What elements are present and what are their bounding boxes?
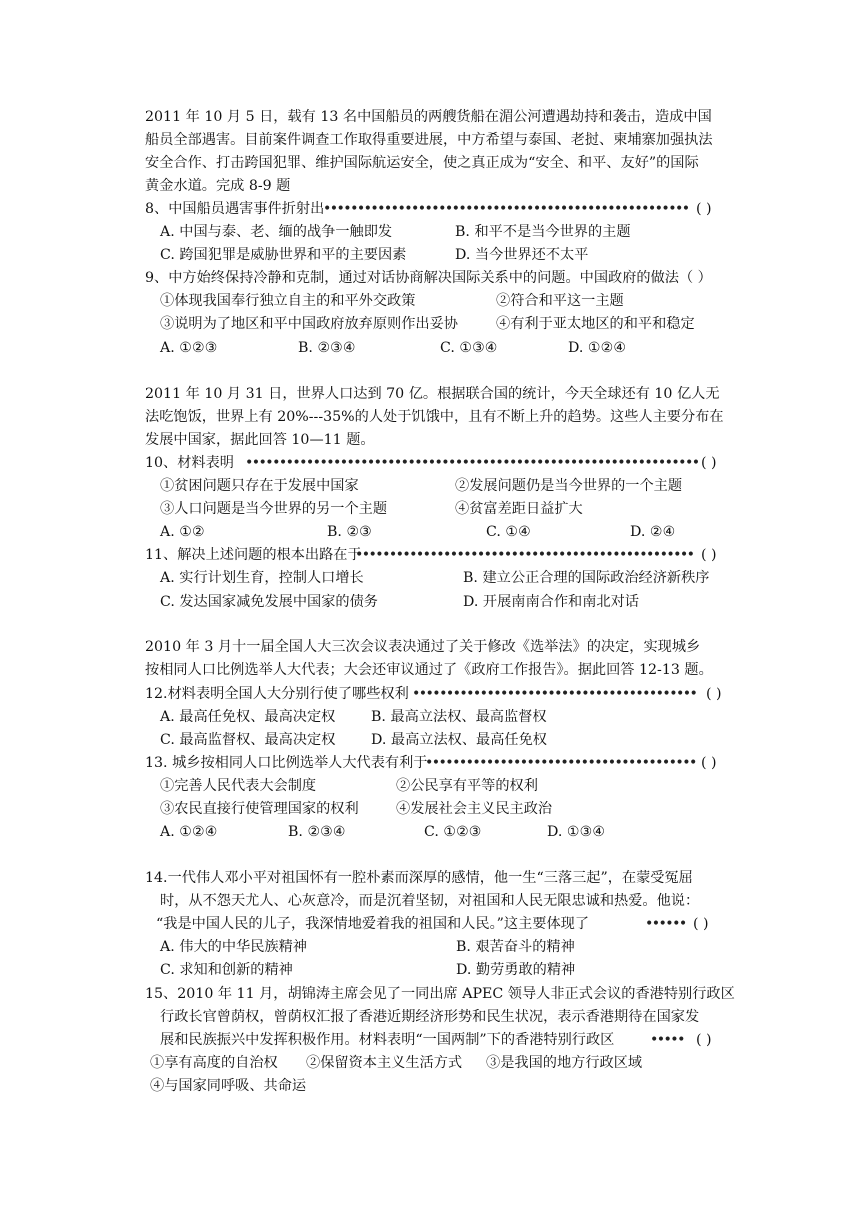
option-c: C. 求知和创新的精神 bbox=[160, 962, 293, 978]
option-d: D. 当今世界还不太平 bbox=[455, 247, 589, 263]
material-3-line: 按相同人口比例选举人大代表；大会还审议通过了《政府工作报告》。据此回答 12-13 题。 bbox=[145, 662, 713, 678]
option-b: B. ②③ bbox=[327, 524, 372, 540]
statement-3: ③说明为了地区和平中国政府放弃原则作出妥协 bbox=[160, 316, 458, 332]
statement-1: ①享有高度的自治权 bbox=[150, 1055, 278, 1071]
statement-4: ④有利于亚太地区的和平和稳定 bbox=[496, 316, 695, 332]
question-line: 展和民族振兴中发挥积极作用。材料表明“一国两制”下的香港特别行政区 bbox=[160, 1032, 615, 1048]
option-b: B. 最高立法权、最高监督权 bbox=[371, 709, 547, 725]
statement-3: ③农民直接行使管理国家的权利 bbox=[160, 801, 359, 817]
material-2-line: 发展中国家，据此回答 10—11 题。 bbox=[145, 432, 375, 448]
leader-dots: •••••••••••••••••••••••••••••••••••••••••• bbox=[412, 686, 697, 702]
option-a: A. ①② bbox=[160, 524, 205, 540]
statement-2: ②符合和平这一主题 bbox=[496, 293, 624, 309]
question-line: “我是中国人民的儿子，我深情地爱着我的祖国和人民。”这主要体现了 bbox=[156, 916, 590, 932]
option-b: B. 建立公正合理的国际政治经济新秩序 bbox=[463, 570, 710, 586]
answer-blank[interactable]: ( ) bbox=[701, 547, 717, 563]
leader-dots: •••••• bbox=[645, 916, 686, 932]
question-stem: 9、中方始终保持冷静和克制，通过对话协商解决国际关系中的问题。中国政府的做法（ ） bbox=[145, 270, 712, 286]
answer-blank[interactable]: ( ) bbox=[696, 1032, 712, 1048]
material-2-line: 2011 年 10 月 31 日，世界人口达到 70 亿。根据联合国的统计，今天全球还有 10 亿人无 bbox=[145, 386, 720, 402]
question-line: 时，从不怨天尤人、心灰意冷，而是沉着坚韧，对祖国和人民无限忠诚和热爱。他说： bbox=[160, 893, 700, 909]
option-a: A. 实行计划生育，控制人口增长 bbox=[160, 570, 364, 586]
answer-blank[interactable]: ( ) bbox=[706, 686, 722, 702]
answer-blank[interactable]: ( ) bbox=[696, 201, 712, 217]
material-1-line: 2011 年 10 月 5 日，载有 13 名中国船员的两艘货船在湄公河遭遇劫持和袭击，造成中国 bbox=[145, 109, 712, 125]
statement-4: ④发展社会主义民主政治 bbox=[396, 801, 553, 817]
option-c: C. ①④ bbox=[486, 524, 531, 540]
question-stem: 13. 城乡按相同人口比例选举人大代表有利于 bbox=[145, 755, 428, 771]
option-d: D. ②④ bbox=[630, 524, 676, 540]
material-2-line: 法吃饱饭，世界上有 20%---35%的人处于饥饿中，且有不断上升的趋势。这些人主要分布在 bbox=[145, 409, 724, 425]
statement-1: ①贫困问题只存在于发展中国家 bbox=[160, 478, 359, 494]
statement-4: ④贫富差距日益扩大 bbox=[455, 501, 583, 517]
leader-dots: •••••••••••••••••••••••••••••••••••••••••••••••••••••• bbox=[323, 201, 689, 217]
option-a: A. 中国与泰、老、缅的战争一触即发 bbox=[160, 224, 393, 240]
option-b: B. 艰苦奋斗的精神 bbox=[456, 939, 575, 955]
option-d: D. ①③④ bbox=[547, 824, 606, 840]
statement-2: ②发展问题仍是当今世界的一个主题 bbox=[455, 478, 683, 494]
option-d: D. 开展南南合作和南北对话 bbox=[463, 594, 639, 610]
leader-dots: •••••••••••••••••••••••••••••••••••••••• bbox=[425, 755, 696, 771]
option-a: A. ①②③ bbox=[160, 340, 218, 356]
question-line: 行政长官曾荫权，曾荫权汇报了香港近期经济形势和民生状况，表示香港期待在国家发 bbox=[160, 1009, 700, 1025]
option-d: D. 勤劳勇敢的精神 bbox=[456, 962, 576, 978]
question-stem: 12.材料表明全国人大分别行使了哪些权利 bbox=[145, 686, 409, 702]
option-a: A. ①②④ bbox=[160, 824, 218, 840]
question-stem: 8、中国船员遇害事件折射出 bbox=[145, 201, 325, 217]
option-a: A. 最高任免权、最高决定权 bbox=[160, 709, 336, 725]
statement-4: ④与国家同呼吸、共命运 bbox=[150, 1078, 307, 1094]
leader-dots: ••••• bbox=[650, 1032, 684, 1048]
option-a: A. 伟大的中华民族精神 bbox=[160, 939, 307, 955]
option-d: D. 最高立法权、最高任免权 bbox=[371, 732, 547, 748]
answer-blank[interactable]: ( ) bbox=[701, 455, 717, 471]
option-c: C. 发达国家减免发展中国家的债务 bbox=[160, 594, 378, 610]
option-b: B. ②③④ bbox=[288, 824, 346, 840]
material-1-line: 黄金水道。完成 8-9 题 bbox=[145, 178, 291, 194]
answer-blank[interactable]: ( ) bbox=[693, 916, 709, 932]
option-d: D. ①②④ bbox=[568, 340, 627, 356]
material-1-line: 安全合作、打击跨国犯罪、维护国际航运安全，使之真正成为“安全、和平、友好”的国际 bbox=[145, 155, 699, 171]
statement-3: ③是我国的地方行政区域 bbox=[486, 1055, 643, 1071]
statement-3: ③人口问题是当今世界的另一个主题 bbox=[160, 501, 388, 517]
question-line: 15、2010 年 11 月，胡锦涛主席会见了一同出席 APEC 领导人非正式会议的香港特别行政区 bbox=[145, 986, 735, 1002]
option-b: B. 和平不是当今世界的主题 bbox=[455, 224, 631, 240]
leader-dots: ••••••••••••••••••••••••••••••••••••••••••••••••••••••••••••••••••• bbox=[245, 455, 699, 471]
statement-1: ①体现我国奉行独立自主的和平外交政策 bbox=[160, 293, 416, 309]
question-stem: 10、材料表明 bbox=[145, 455, 234, 471]
option-b: B. ②③④ bbox=[298, 340, 356, 356]
statement-1: ①完善人民代表大会制度 bbox=[160, 778, 317, 794]
statement-2: ②公民享有平等的权利 bbox=[396, 778, 538, 794]
option-c: C. ①③④ bbox=[440, 340, 498, 356]
option-c: C. ①②③ bbox=[424, 824, 482, 840]
material-1-line: 船员全部遇害。目前案件调查工作取得重要进展，中方希望与泰国、老挝、柬埔寨加强执法 bbox=[145, 132, 713, 148]
option-c: C. 跨国犯罪是威胁世界和平的主要因素 bbox=[160, 247, 407, 263]
answer-blank[interactable]: ( ) bbox=[701, 755, 717, 771]
question-line: 14.一代伟人邓小平对祖国怀有一腔朴素而深厚的感情，他一生“三落三起”，在蒙受冤屈 bbox=[145, 870, 693, 886]
option-c: C. 最高监督权、最高决定权 bbox=[160, 732, 336, 748]
question-stem: 11、解决上述问题的根本出路在于 bbox=[145, 547, 362, 563]
leader-dots: •••••••••••••••••••••••••••••••••••••••••••••••••• bbox=[355, 547, 694, 563]
statement-2: ②保留资本主义生活方式 bbox=[306, 1055, 463, 1071]
material-3-line: 2010 年 3 月十一届全国人大三次会议表决通过了关于修改《选举法》的决定，实现城乡 bbox=[145, 639, 701, 655]
